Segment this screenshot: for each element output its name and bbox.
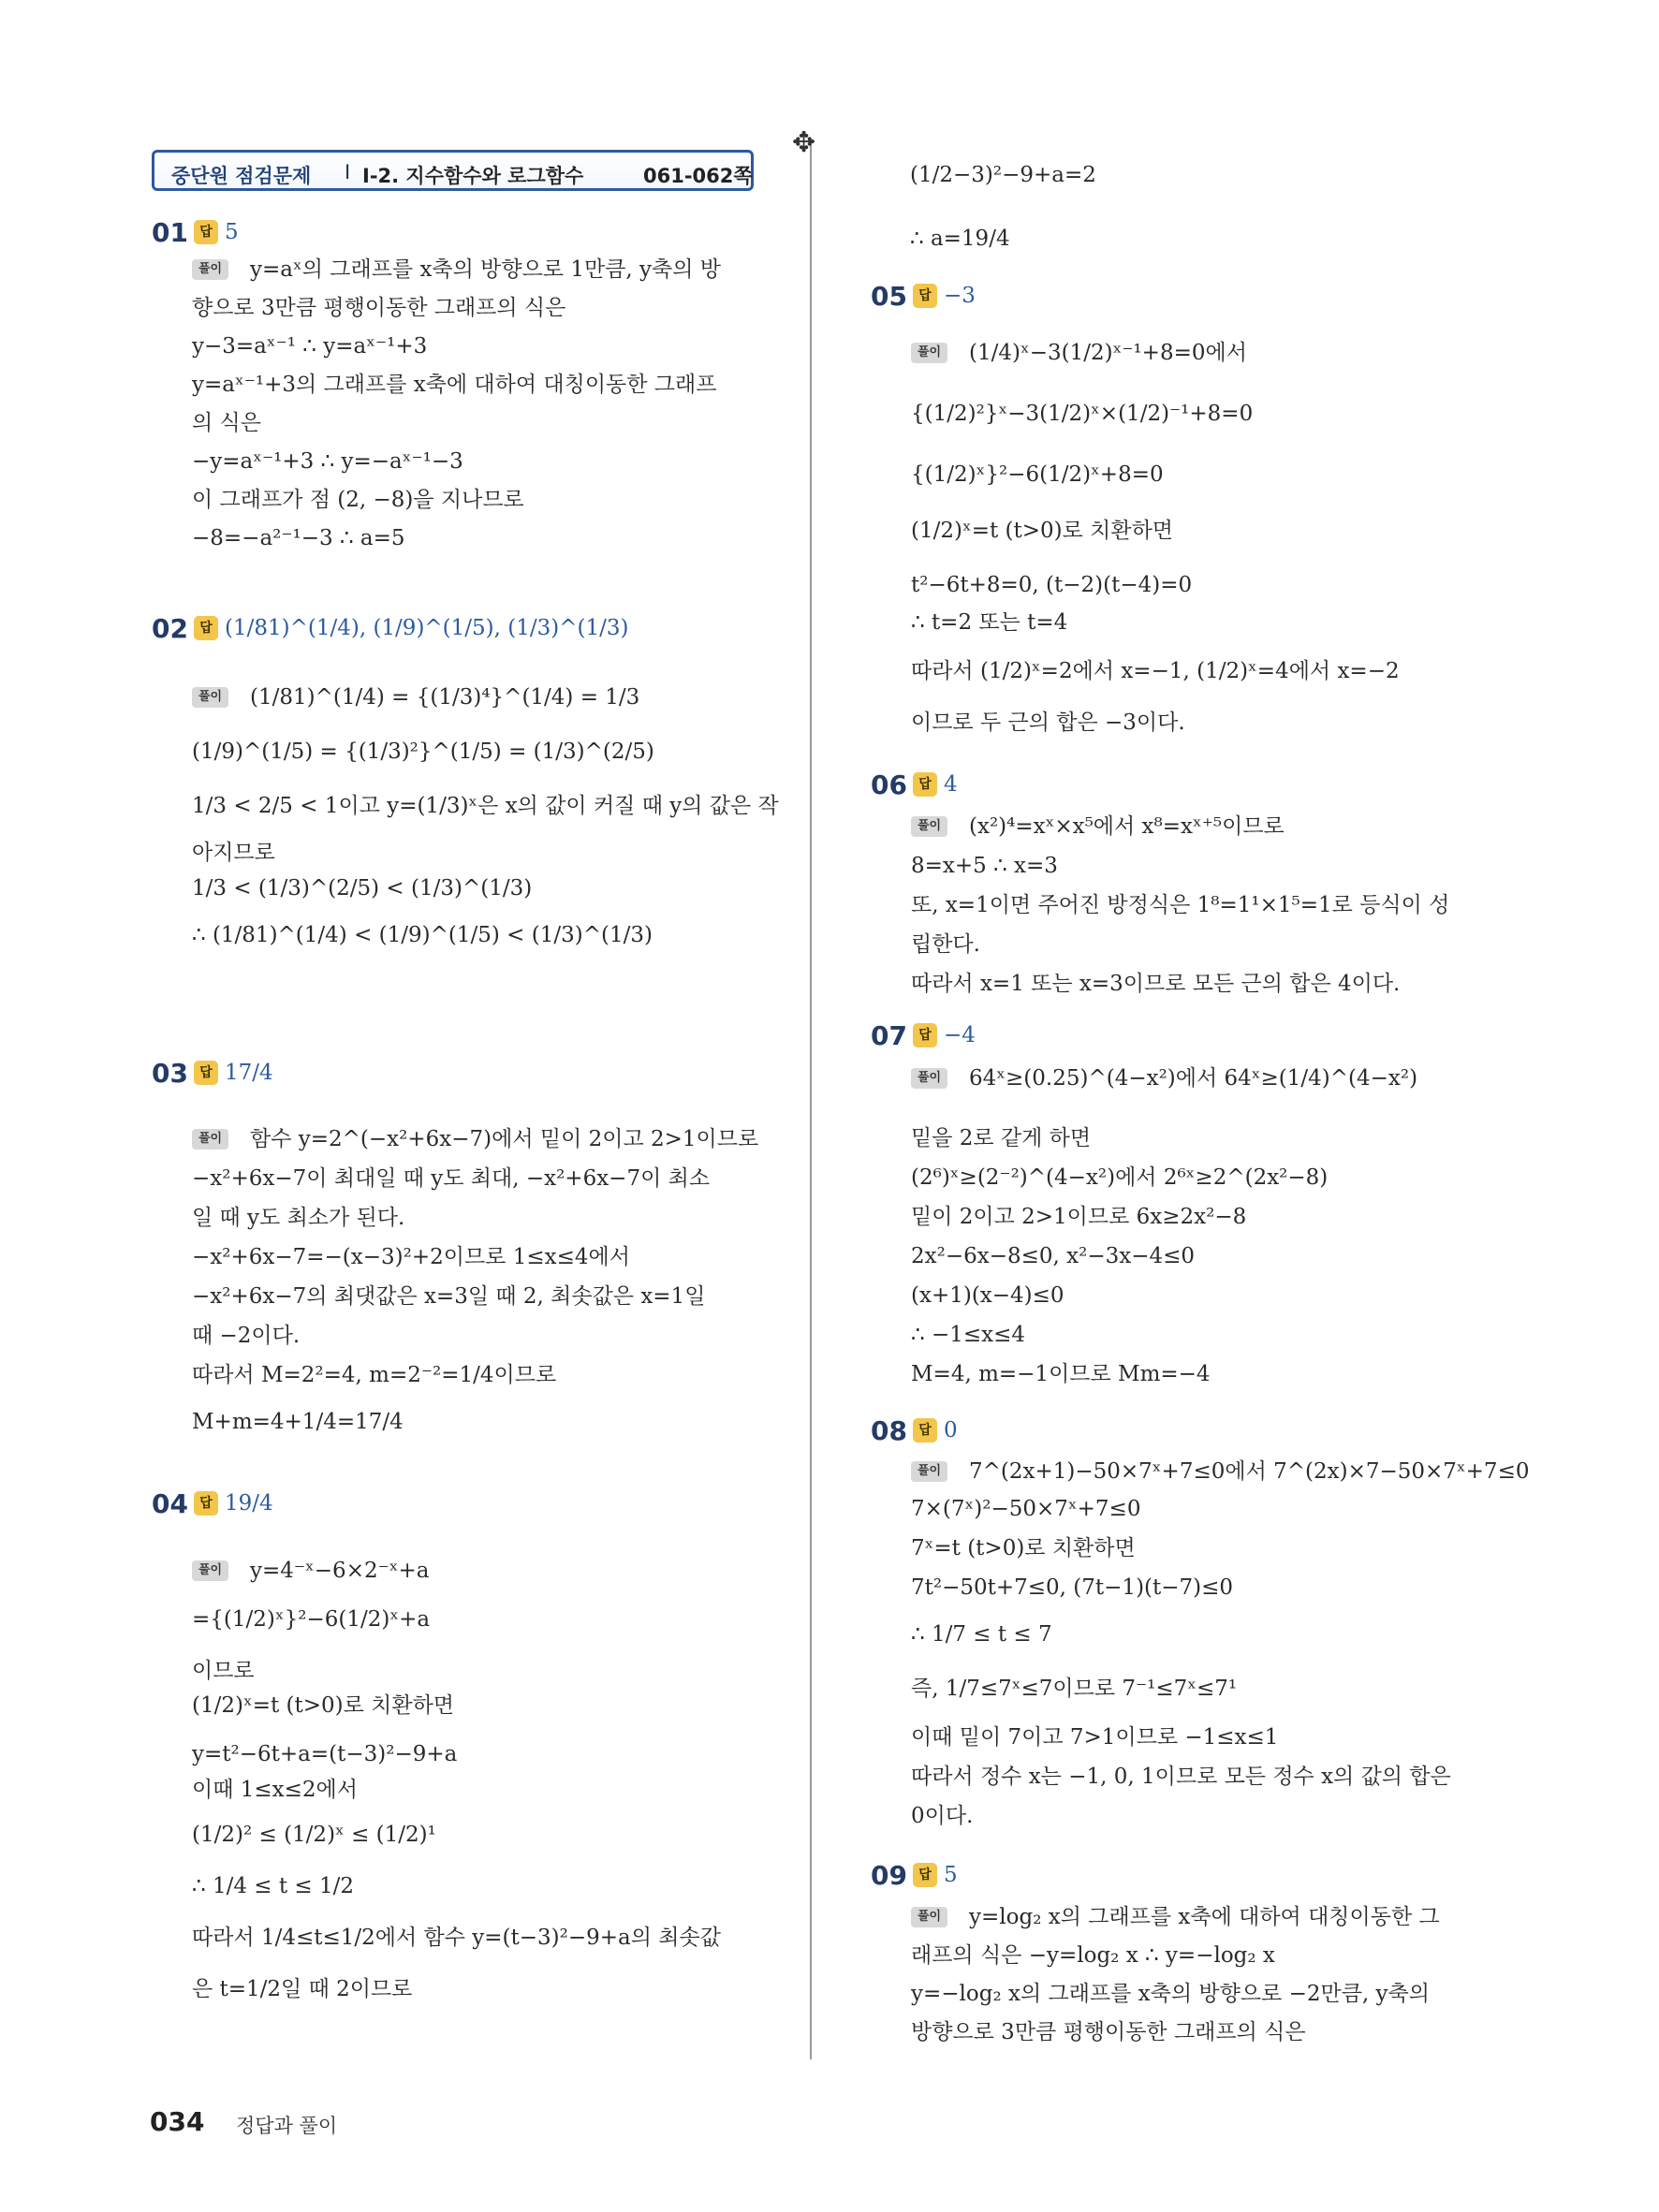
solution-line: 1/3 < (1/3)^(2/5) < (1/3)^(1/3) [192, 876, 533, 901]
answer-value: −3 [944, 284, 976, 308]
solution-line: 따라서 정수 x는 −1, 0, 1이므로 모든 정수 x의 값의 합은 [911, 1765, 1451, 1789]
solution-label: 풀이 [192, 1560, 228, 1581]
solution-line: 64ˣ≥(0.25)^(4−x²)에서 64ˣ≥(1/4)^(4−x²) [969, 1066, 1418, 1091]
solution-label: 풀이 [911, 1907, 947, 1927]
ornament-icon: ✥ [792, 126, 816, 159]
solution-line: (1/2)² ≤ (1/2)ˣ ≤ (1/2)¹ [192, 1823, 436, 1847]
solution-line: 2x²−6x−8≤0, x²−3x−4≤0 [911, 1244, 1196, 1268]
solution-line: 따라서 x=1 또는 x=3이므로 모든 근의 합은 4이다. [911, 972, 1401, 996]
solution-line: y=4⁻ˣ−6×2⁻ˣ+a [250, 1559, 430, 1583]
solution-line: 이 그래프가 점 (2, −8)을 지나므로 [192, 488, 524, 512]
solution-line: ∴ 1/4 ≤ t ≤ 1/2 [192, 1874, 355, 1898]
problem-number: 03 [152, 1058, 188, 1089]
solution-line: y=log₂ x의 그래프를 x축에 대하여 대칭이동한 그 [969, 1905, 1440, 1929]
answer-badge: 답 [194, 1491, 218, 1516]
solution-line: 따라서 1/4≤t≤1/2에서 함수 y=(t−3)²−9+a의 최솟값 [192, 1926, 721, 1950]
section-header [152, 150, 754, 191]
problem-number: 04 [152, 1488, 188, 1519]
solution-line: 밑을 2로 같게 하면 [911, 1126, 1092, 1150]
solution-line: y=−log₂ x의 그래프를 x축의 방향으로 −2만큼, y축의 [911, 1982, 1430, 2006]
solution-line: (1/2)ˣ=t (t>0)로 치환하면 [192, 1693, 455, 1718]
solution-line: 0이다. [911, 1804, 974, 1828]
section-title: 중단원 점검문제 [171, 165, 312, 187]
solution-line: t²−6t+8=0, (t−2)(t−4)=0 [911, 573, 1193, 597]
answer-value: 17/4 [225, 1061, 273, 1085]
solution-line: (1/9)^(1/5) = {(1/3)²}^(1/5) = (1/3)^(2/5) [192, 740, 654, 764]
solution-line: 일 때 y도 최소가 된다. [192, 1206, 405, 1230]
solution-line: ∴ t=2 또는 t=4 [911, 610, 1068, 635]
answer-value: 4 [944, 772, 958, 797]
header-separator: I [345, 161, 351, 183]
solution-line: 즉, 1/7≤7ˣ≤7이므로 7⁻¹≤7ˣ≤7¹ [911, 1677, 1238, 1701]
column-divider [810, 140, 812, 2059]
solution-line: M+m=4+1/4=17/4 [192, 1410, 404, 1434]
solution-line: y=aˣ⁻¹+3의 그래프를 x축에 대하여 대칭이동한 그래프 [192, 373, 717, 397]
solution-line: ∴ 1/7 ≤ t ≤ 7 [911, 1622, 1052, 1647]
answer-value: 19/4 [225, 1491, 273, 1516]
page-range: 061-062쪽 [643, 165, 753, 187]
solution-line: ∴ a=19/4 [910, 227, 1010, 251]
answer-badge: 답 [913, 1023, 937, 1047]
solution-line: 또, x=1이면 주어진 방정식은 1⁸=1¹×1⁵=1로 등식이 성 [911, 893, 1450, 917]
answer-value: 0 [944, 1418, 958, 1443]
answer-badge: 답 [913, 284, 937, 308]
solution-line: {(1/2)²}ˣ−3(1/2)ˣ×(1/2)⁻¹+8=0 [911, 402, 1254, 426]
solution-line: y−3=aˣ⁻¹ ∴ y=aˣ⁻¹+3 [192, 334, 428, 359]
solution-line: 방향으로 3만큼 평행이동한 그래프의 식은 [911, 2020, 1306, 2044]
solution-line: 이므로 [192, 1659, 255, 1683]
solution-line: 밑이 2이고 2>1이므로 6x≥2x²−8 [911, 1205, 1247, 1229]
solution-line: 립한다. [911, 932, 980, 957]
answer-badge: 답 [913, 1418, 937, 1443]
solution-line: 7t²−50t+7≤0, (7t−1)(t−7)≤0 [911, 1575, 1234, 1600]
answer-badge: 답 [194, 616, 218, 640]
solution-line: 따라서 M=2²=4, m=2⁻²=1/4이므로 [192, 1363, 557, 1387]
solution-line: 아지므로 [192, 841, 275, 865]
chapter-title: Ⅰ-2. 지수함수와 로그함수 [362, 165, 584, 187]
solution-line: y=aˣ의 그래프를 x축의 방향으로 1만큼, y축의 방 [250, 257, 721, 282]
answer-value: 5 [944, 1863, 958, 1887]
solution-label: 풀이 [192, 1129, 228, 1150]
solution-line: 1/3 < 2/5 < 1이고 y=(1/3)ˣ은 x의 값이 커질 때 y의 값은 작 [192, 794, 779, 818]
solution-line: (1/4)ˣ−3(1/2)ˣ⁻¹+8=0에서 [969, 341, 1247, 365]
solution-label: 풀이 [192, 259, 228, 280]
answer-badge: 답 [194, 220, 218, 244]
problem-number: 05 [871, 281, 907, 312]
solution-line: −x²+6x−7=−(x−3)²+2이므로 1≤x≤4에서 [192, 1245, 630, 1269]
solution-line: 래프의 식은 −y=log₂ x ∴ y=−log₂ x [911, 1943, 1275, 1968]
solution-line: (1/2)ˣ=t (t>0)로 치환하면 [911, 519, 1174, 543]
solution-line: −y=aˣ⁻¹+3 ∴ y=−aˣ⁻¹−3 [192, 449, 463, 474]
problem-number: 06 [871, 769, 907, 800]
problem-number: 02 [152, 613, 188, 644]
problem-number: 09 [871, 1860, 907, 1891]
solution-line: ={(1/2)ˣ}²−6(1/2)ˣ+a [192, 1607, 431, 1632]
solution-line: 7^(2x+1)−50×7ˣ+7≤0에서 7^(2x)×7−50×7ˣ+7≤0 [969, 1459, 1530, 1484]
solution-line: (x+1)(x−4)≤0 [911, 1283, 1064, 1308]
solution-label: 풀이 [911, 816, 947, 837]
solution-line: 이때 밑이 7이고 7>1이므로 −1≤x≤1 [911, 1725, 1279, 1750]
solution-line: −8=−a²⁻¹−3 ∴ a=5 [192, 526, 405, 550]
answer-badge: 답 [913, 1863, 937, 1887]
solution-line: 의 식은 [192, 411, 261, 435]
answer-value: (1/81)^(1/4), (1/9)^(1/5), (1/3)^(1/3) [225, 616, 629, 640]
solution-label: 풀이 [911, 343, 947, 363]
solution-line: (2⁶)ˣ≥(2⁻²)^(4−x²)에서 2⁶ˣ≥2^(2x²−8) [911, 1165, 1329, 1190]
solution-line: (1/81)^(1/4) = {(1/3)⁴}^(1/4) = 1/3 [250, 685, 640, 710]
solution-line: 때 −2이다. [192, 1324, 301, 1348]
solution-line: M=4, m=−1이므로 Mm=−4 [911, 1362, 1211, 1386]
solution-line: 이때 1≤x≤2에서 [192, 1778, 358, 1802]
answer-badge: 답 [194, 1061, 218, 1085]
solution-line: 이므로 두 근의 합은 −3이다. [911, 710, 1185, 735]
solution-line: y=t²−6t+a=(t−3)²−9+a [192, 1742, 458, 1766]
answer-value: −4 [944, 1023, 976, 1047]
answer-value: 5 [225, 220, 239, 244]
problem-number: 07 [871, 1020, 907, 1051]
footer-title: 정답과 풀이 [236, 2115, 338, 2137]
page-number: 034 [150, 2106, 205, 2137]
solution-line: 향으로 3만큼 평행이동한 그래프의 식은 [192, 296, 566, 320]
solution-line: −x²+6x−7의 최댓값은 x=3일 때 2, 최솟값은 x=1일 [192, 1284, 706, 1309]
solution-label: 풀이 [911, 1068, 947, 1089]
answer-badge: 답 [913, 772, 937, 797]
solution-line: ∴ −1≤x≤4 [911, 1323, 1025, 1347]
solution-label: 풀이 [192, 687, 228, 708]
solution-line: (1/2−3)²−9+a=2 [910, 163, 1096, 187]
problem-number: 08 [871, 1415, 907, 1446]
solution-line: {(1/2)ˣ}²−6(1/2)ˣ+8=0 [911, 462, 1164, 487]
solution-line: 7ˣ=t (t>0)로 치환하면 [911, 1536, 1136, 1560]
solution-line: ∴ (1/81)^(1/4) < (1/9)^(1/5) < (1/3)^(1/3) [192, 923, 653, 947]
solution-label: 풀이 [911, 1461, 947, 1482]
solution-line: 은 t=1/2일 때 2이므로 [192, 1977, 413, 2001]
solution-line: 8=x+5 ∴ x=3 [911, 854, 1058, 878]
solution-line: 7×(7ˣ)²−50×7ˣ+7≤0 [911, 1497, 1141, 1521]
problem-number: 01 [152, 217, 188, 248]
solution-line: −x²+6x−7이 최대일 때 y도 최대, −x²+6x−7이 최소 [192, 1166, 711, 1191]
solution-line: (x²)⁴=xˣ×x⁵에서 x⁸=xˣ⁺⁵이므로 [969, 814, 1285, 839]
solution-line: 함수 y=2^(−x²+6x−7)에서 밑이 2이고 2>1이므로 [250, 1127, 759, 1151]
solution-line: 따라서 (1/2)ˣ=2에서 x=−1, (1/2)ˣ=4에서 x=−2 [911, 659, 1400, 683]
